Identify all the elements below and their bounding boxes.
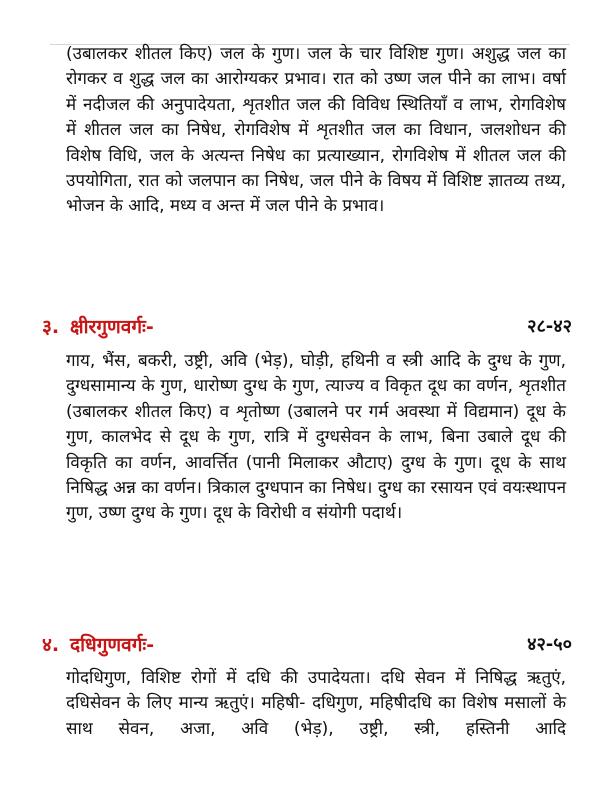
section-3-page-range: २८-४२ <box>527 316 572 337</box>
section-4-title: दधिगुणवर्गः- <box>70 634 155 656</box>
section-3-paragraph: गाय, भैंस, बकरी, उष्ट्री, अवि (भेड़), घोड़ी, हथिनी व स्त्री आदि के दुग्ध के गुण, दुग्धसामान्य के गुण, धारोष्ण दुग्ध के गुण, त्याज्य व विकृत दूध का वर्णन, शृतशीत (उबालकर शीतल किए) व शृतोष्ण (उबालने पर गर्म अवस्था में विद्यमान) दूध के गुण, कालभेद से दूध के गुण, रात्रि में दुग्धसेवन के लाभ, बिना उबाले दूध की विकृति का वर्णन, आवर्त्तित (पानी मिलाकर औटाए) दुग्ध के गुण। दूध के साथ निषिद्ध अन्न का वर्णन। त्रिकाल दुग्धपान का निषेध। दुग्ध का रसायन एवं वयःस्थापन गुण, उष्ण दुग्ध के गुण। दूध के विरोधी व संयोगी पदार्थ। <box>66 351 566 524</box>
section-4-number: ४. <box>42 634 60 656</box>
section-3-title: क्षीरगुणवर्गः- <box>70 316 154 338</box>
section-3-number: ३. <box>42 316 60 338</box>
section-4-page-range: ४२-५० <box>527 634 572 655</box>
water-properties-paragraph: (उबालकर शीतल किए) जल के गुण। जल के चार विशिष्ट गुण। अशुद्ध जल का रोगकर व शुद्ध जल का आरोग्यकर प्रभाव। रात को उष्ण जल पीने का लाभ। वर्षा में नदीजल की अनुपादेयता, शृतशीत जल की विविध स्थितियाँ व लाभ, रोगविशेष में शीतल जल का निषेध, रोगविशेष में शृतशीत जल का विधान, जलशोधन की विशेष विधि, जल के अत्यन्त निषेध का प्रत्याख्यान, रोगविशेष में शीतल जल की उपयोगिता, रात को जलपान का निषेध, जल पीने के विषय में विशिष्ट ज्ञातव्य तथ्य, भोजन के आदि, मध्य व अन्त में जल पीने के प्रभाव। <box>66 44 566 217</box>
section-4-heading <box>42 630 572 660</box>
section-4-paragraph: गोदधिगुण, विशिष्ट रोगों में दधि की उपादेयता। दधि सेवन में निषिद्ध ऋतुएं, दधिसेवन के लिए मान्य ऋतुएं। महिषी- दधिगुण, महिषीदधि का विशेष मसालों के साथ सेवन, अजा, अवि (भेड़), उष्ट्री, स्त्री, हस्तिनी आदि <box>66 668 566 739</box>
section-3-heading <box>42 312 572 342</box>
